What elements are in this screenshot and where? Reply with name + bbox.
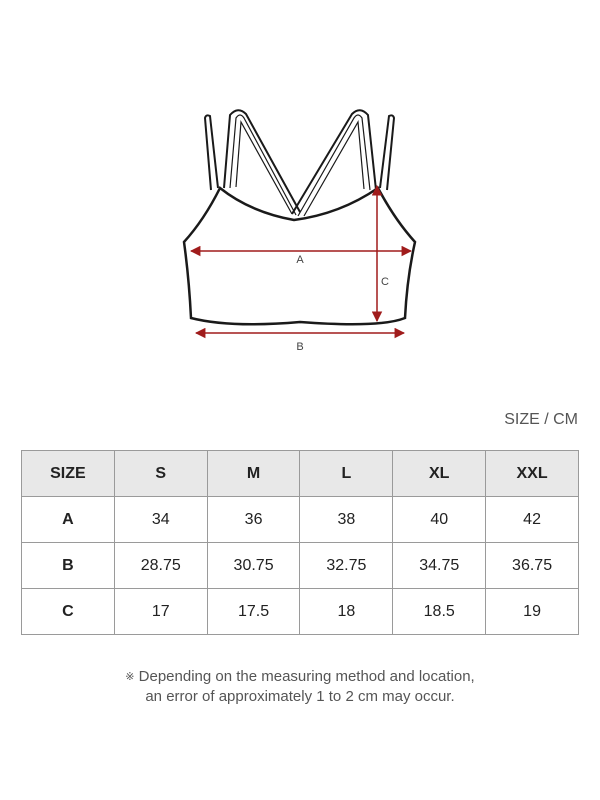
size-header-l: L — [300, 451, 393, 497]
table-row-a — [22, 497, 579, 543]
table-cell: 18 — [300, 589, 393, 635]
measure-b-label: B — [296, 341, 304, 353]
table-cell: 36 — [207, 497, 300, 543]
table-cell: 42 — [486, 497, 579, 543]
size-header-corner: SIZE — [22, 451, 115, 497]
table-cell: 17.5 — [207, 589, 300, 635]
size-header-m: M — [207, 451, 300, 497]
note-line-2: an error of approximately 1 to 2 cm may occur. — [145, 688, 455, 705]
table-cell: 28.75 — [114, 543, 207, 589]
size-header-row — [22, 451, 579, 497]
table-cell: 17 — [114, 589, 207, 635]
table-cell: 32.75 — [300, 543, 393, 589]
table-row-b — [22, 543, 579, 589]
table-cell: 34.75 — [393, 543, 486, 589]
table-cell: 34 — [114, 497, 207, 543]
row-label: A — [22, 497, 115, 543]
unit-label: SIZE / CM — [504, 411, 578, 428]
table-cell: 18.5 — [393, 589, 486, 635]
table-cell: 30.75 — [207, 543, 300, 589]
note-mark: ※ — [125, 671, 135, 683]
table-row-c — [22, 589, 579, 635]
measure-c-label: C — [381, 276, 389, 288]
bra-measurement-diagram — [0, 90, 600, 370]
note-line-1 — [0, 667, 600, 687]
right-outer-strap — [380, 115, 394, 190]
measure-a-label: A — [296, 254, 304, 266]
size-table — [21, 450, 579, 635]
size-header-xl: XL — [393, 451, 486, 497]
table-cell: 38 — [300, 497, 393, 543]
table-cell: 36.75 — [486, 543, 579, 589]
measurement-note — [0, 667, 600, 707]
note-line-1-text: Depending on the measuring method and location, — [138, 668, 475, 685]
table-cell: 19 — [486, 589, 579, 635]
table-cell: 40 — [393, 497, 486, 543]
size-header-s: S — [114, 451, 207, 497]
size-header-xxl: XXL — [486, 451, 579, 497]
row-label: C — [22, 589, 115, 635]
left-outer-strap — [205, 115, 218, 190]
row-label: B — [22, 543, 115, 589]
